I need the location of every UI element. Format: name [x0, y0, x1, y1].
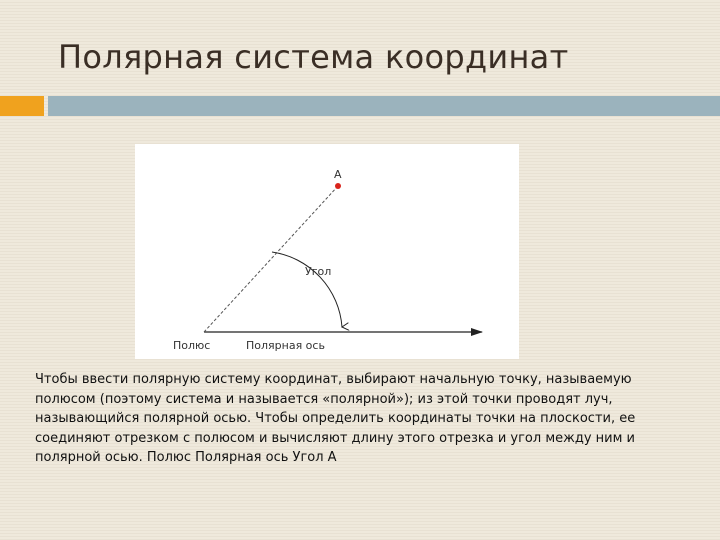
body-text: Чтобы ввести полярную систему координат, выбирают начальную точку, называемую полюсом (поэтому система и называется «полярной»); из этой точки проводят луч, называющийся полярной осью. Чтобы определить координаты точки на плоскости, ее соединяют отрезком с полюсом и вычисляют длину этого отрезка и угол между ним и полярной осью. Полюс Полярная ось Угол А	[35, 372, 636, 465]
angle-arc	[272, 252, 342, 327]
point-a-label: A	[334, 168, 342, 181]
slide-title: Полярная система координат	[58, 38, 569, 76]
point-a-marker	[335, 183, 341, 189]
angle-label: Угол	[305, 265, 332, 278]
title-rule-accent	[0, 96, 44, 116]
polar-diagram	[135, 144, 519, 359]
ray-to-point	[204, 186, 338, 332]
title-rule-bar	[48, 96, 720, 116]
polar-diagram-svg	[135, 144, 519, 359]
polar-axis-label: Полярная ось	[246, 339, 325, 352]
pole-label: Полюс	[173, 339, 211, 352]
